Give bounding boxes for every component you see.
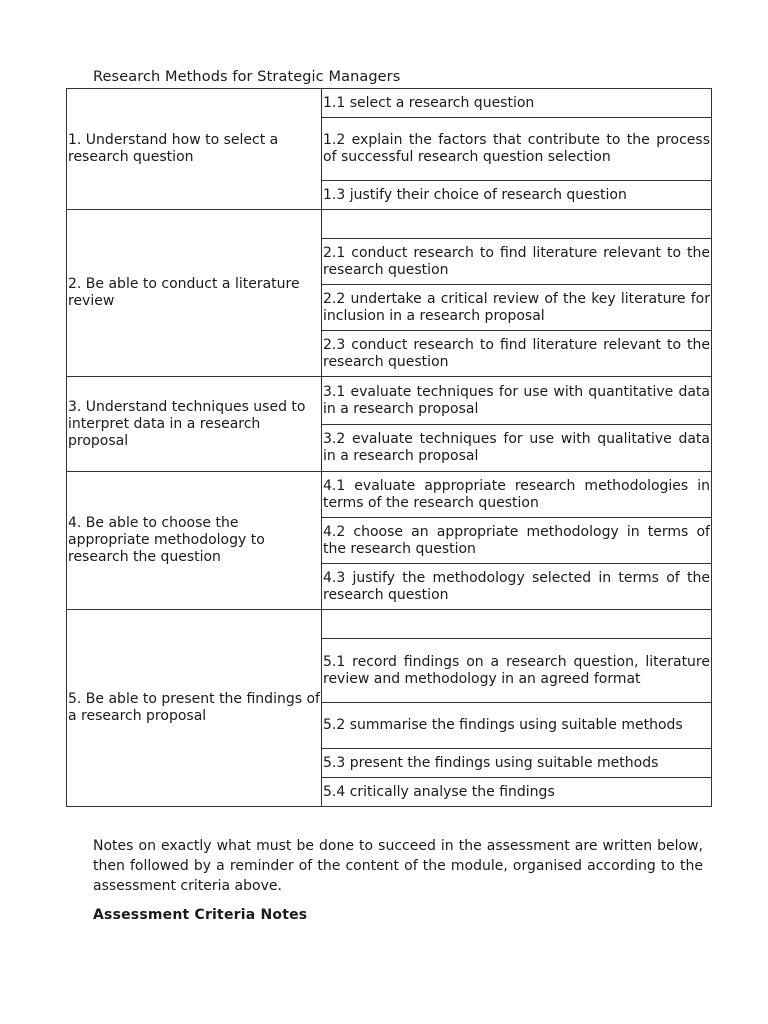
criterion-3-2: 3.2 evaluate techniques for use with qualitative data in a research proposal	[322, 425, 712, 472]
criterion-2-empty	[322, 210, 712, 239]
table-row	[67, 210, 712, 239]
table-row	[67, 377, 712, 425]
table-row	[67, 472, 712, 518]
criterion-2-3: 2.3 conduct research to find literature relevant to the research question	[322, 331, 712, 377]
assessment-criteria-notes-heading: Assessment Criteria Notes	[93, 907, 308, 923]
criterion-4-3: 4.3 justify the methodology selected in terms of the research question	[322, 564, 712, 610]
criterion-3-1: 3.1 evaluate techniques for use with quantitative data in a research proposal	[322, 377, 712, 425]
document-title: Research Methods for Strategic Managers	[93, 69, 401, 85]
criterion-5-2: 5.2 summarise the findings using suitable methods	[322, 703, 712, 749]
criteria-table	[66, 88, 712, 807]
criterion-2-2: 2.2 undertake a critical review of the key literature for inclusion in a research proposal	[322, 285, 712, 331]
learning-outcome-2: 2. Be able to conduct a literature review	[67, 210, 322, 377]
criterion-5-3: 5.3 present the findings using suitable methods	[322, 749, 712, 778]
learning-outcome-4: 4. Be able to choose the appropriate methodology to research the question	[67, 472, 322, 610]
criterion-4-1: 4.1 evaluate appropriate research methodologies in terms of the research question	[322, 472, 712, 518]
learning-outcome-1: 1. Understand how to select a research question	[67, 89, 322, 210]
criterion-2-1: 2.1 conduct research to find literature relevant to the research question	[322, 239, 712, 285]
criterion-1-2: 1.2 explain the factors that contribute to the process of successful research question selection	[322, 118, 712, 181]
criterion-1-1: 1.1 select a research question	[322, 89, 712, 118]
learning-outcome-5: 5. Be able to present the findings of a research proposal	[67, 610, 322, 807]
criterion-1-3: 1.3 justify their choice of research question	[322, 181, 712, 210]
criterion-5-1: 5.1 record findings on a research question, literature review and methodology in an agreed format	[322, 639, 712, 703]
criterion-5-4: 5.4 critically analyse the findings	[322, 778, 712, 807]
table-row	[67, 610, 712, 639]
learning-outcome-3: 3. Understand techniques used to interpret data in a research proposal	[67, 377, 322, 472]
table-row	[67, 89, 712, 118]
criterion-4-2: 4.2 choose an appropriate methodology in terms of the research question	[322, 518, 712, 564]
notes-paragraph: Notes on exactly what must be done to succeed in the assessment are written below, then followed by a reminder of the content of the module, organised according to the assessment criteria above.	[93, 838, 703, 894]
criterion-5-empty	[322, 610, 712, 639]
